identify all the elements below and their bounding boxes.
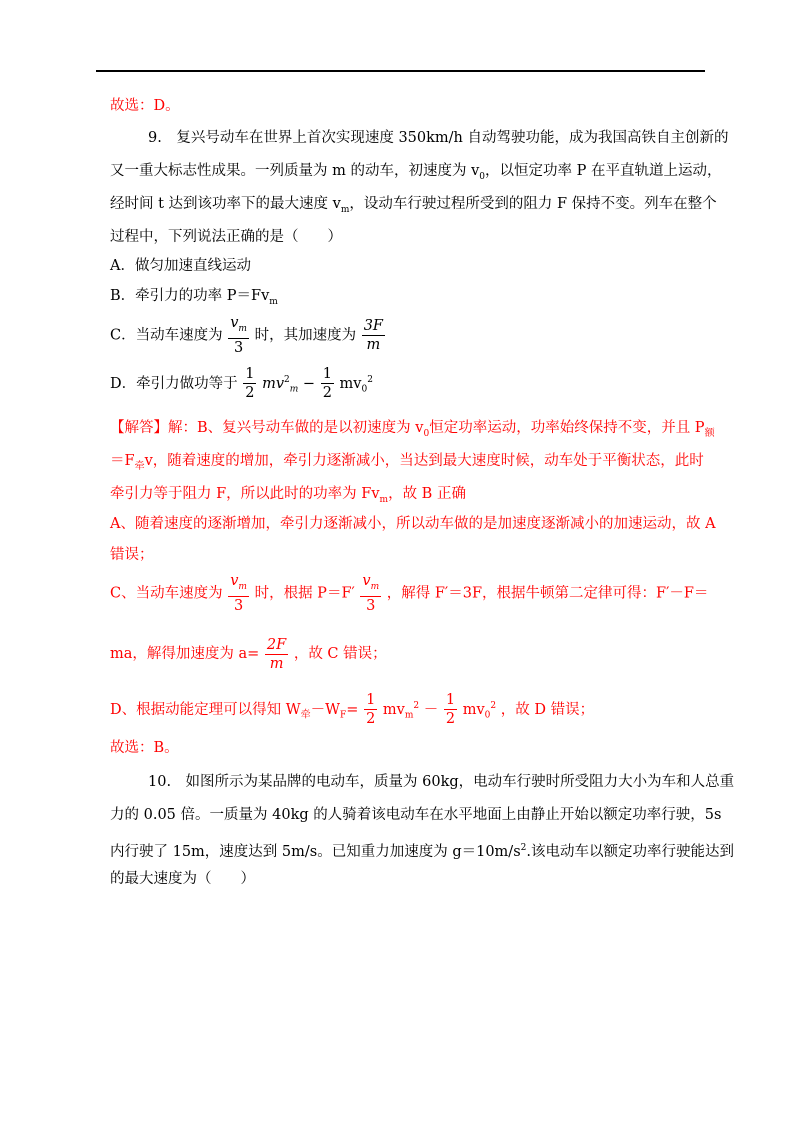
q10-line-2: 力的 0.05 倍。一质量为 40kg 的人骑着该电动车在水平地面上由静止开始以额定功率行驶，5s bbox=[110, 807, 722, 823]
q10-line-4: 的最大速度为（ ） bbox=[110, 871, 255, 887]
previous-answer: 故选：D。 bbox=[110, 98, 180, 114]
fraction-half-2: $\frac{1}{2}$ bbox=[322, 366, 332, 402]
solution-line-5: 错误； bbox=[110, 547, 154, 563]
fraction-2f-over-m: $\frac{2F}{m}$ bbox=[266, 636, 287, 672]
q9-line-1: 9. 复兴号动车在世界上首次实现速度 350km/h 自动驾驶功能，成为我国高铁自主创新的 bbox=[148, 130, 729, 146]
fraction-vm-over-3-sol: $\frac{v_m}{3}$ bbox=[230, 573, 247, 614]
fraction-vm-over-3-sol-2: $\frac{v_m}{3}$ bbox=[362, 573, 380, 614]
q10-line-3: 内行驶了 15m，速度达到 5m/s。已知重力加速度为 $g=10m/s^2$.该电动车以额定功率行驶能达到 bbox=[110, 843, 734, 860]
q9-option-a: A．做匀加速直线运动 bbox=[110, 258, 251, 274]
q9-line-3: 经时间 t 达到该功率下的最大速度 $v_m$，设动车行驶过程所受到的阻力 F 保持不变。列车在整个 bbox=[110, 196, 717, 215]
solution-line-8: D、根据动能定理可以得知 $W_牵-W_F=$ $\frac{1}{2}$ $mv_m^2$ － $\frac{1}{2}$ $mv_0^2$ ，故 D 错误； bbox=[110, 692, 595, 728]
fraction-vm-over-3: $\frac{v_m}{3}$ bbox=[230, 315, 247, 356]
fraction-half: $\frac{1}{2}$ bbox=[245, 366, 255, 402]
q9-line-4: 过程中，下列说法正确的是（ ） bbox=[110, 229, 342, 245]
q9-option-c: C．当动车速度为 $\frac{v_m}{3}$ 时，其加速度为 $\frac{3F}{m}$ bbox=[110, 315, 383, 356]
solution-line-1: 【解答】解：B、复兴号动车做的是以初速度为 $v_0$恒定功率运动，功率始终保持不变，并且 $P_额$ bbox=[110, 420, 715, 439]
q9-line-2: 又一重大标志性成果。一列质量为 m 的动车，初速度为 $v_0$，以恒定功率 P 在平直轨道上运动， bbox=[110, 163, 722, 182]
solution-line-3: 牵引力等于阻力 F，所以此时的功率为 $Fv_m$，故 B 正确 bbox=[110, 486, 466, 505]
header-rule bbox=[96, 70, 705, 72]
fraction-3f-over-m: $\frac{3F}{m}$ bbox=[363, 317, 383, 353]
q9-option-d: D．牵引力做功等于 $\frac{1}{2}$ $mv^2_m$ − $\frac{1}{2}$ $mv_0^2$ bbox=[110, 366, 373, 402]
q10-line-1: 10. 如图所示为某品牌的电动车，质量为 60kg，电动车行驶时所受阻力大小为车和人总重 bbox=[148, 774, 735, 790]
solution-line-4: A、随着速度的逐渐增加，牵引力逐渐减小，所以动车做的是加速度逐渐减小的加速运动，故 A bbox=[110, 516, 716, 532]
solution-line-7: ma，解得加速度为 a= $\frac{2F}{m}$ ，故 C 错误； bbox=[110, 636, 387, 672]
solution-line-6: C、当动车速度为 $\frac{v_m}{3}$ 时，根据 P＝F′ $\frac{v_m}{3}$ ，解得 F′＝3F，根据牛顿第二定律可得：F′－F＝ bbox=[110, 573, 709, 614]
fraction-half-sol-2: $\frac{1}{2}$ bbox=[445, 692, 456, 728]
solution-line-2: $=F_牵v$，随着速度的增加，牵引力逐渐减小，当达到最大速度时候，动车处于平衡状态，此时 bbox=[110, 453, 704, 472]
q9-option-b: B．牵引力的功率 $P=Fv_m$ bbox=[110, 288, 278, 307]
fraction-half-sol: $\frac{1}{2}$ bbox=[366, 692, 376, 728]
solution-final-answer: 故选：B。 bbox=[110, 740, 179, 756]
